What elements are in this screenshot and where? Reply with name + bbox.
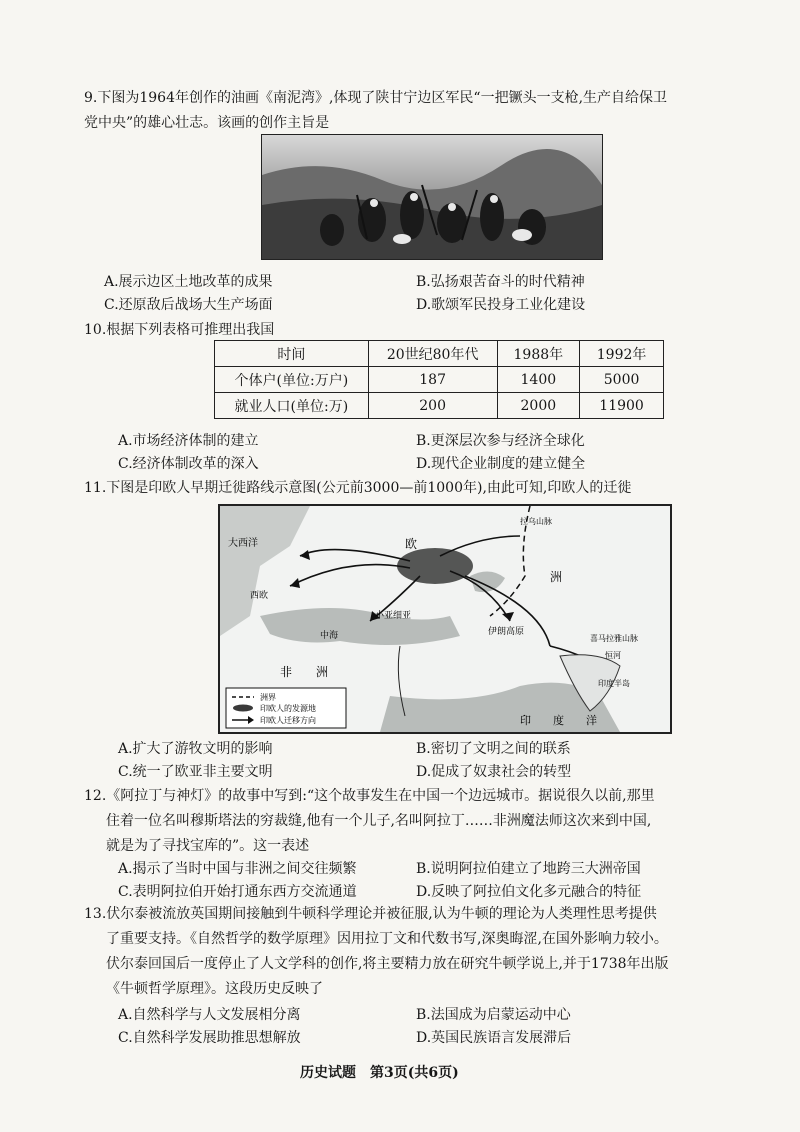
map-image (220, 506, 670, 732)
label-europe: 欧 (405, 537, 418, 551)
label-west: 西欧 (250, 591, 269, 601)
q9-stem-line1: 9.下图为1964年创作的油画《南泥湾》,体现了陕甘宁边区军民“一把镢头一支枪,生产自给保卫 (84, 90, 668, 106)
q13-stem (84, 902, 774, 1002)
q11-option-b: B.密切了文明之间的联系 (416, 741, 571, 757)
q10-option-d: D.现代企业制度的建立健全 (416, 456, 586, 472)
q12-option-a: A.揭示了当时中国与非洲之间交往频繁 (118, 861, 357, 877)
table-cell: 2000 (497, 393, 580, 419)
nanniwan-painting (261, 134, 603, 260)
q13-option-a: A.自然科学与人文发展相分离 (118, 1007, 301, 1023)
q13-option-b: B.法国成为启蒙运动中心 (416, 1007, 571, 1023)
q13-option-d: D.英国民族语言发展滞后 (416, 1030, 572, 1046)
page-footer: 历史试题 第3页(共6页) (300, 1065, 459, 1081)
q12-stem-line3: 就是为了寻找宝库的”。这一表述 (106, 838, 310, 854)
table-cell: 200 (368, 393, 497, 419)
q9-option-a: A.展示边区土地改革的成果 (104, 274, 273, 290)
q9-option-b: B.弘扬艰苦奋斗的时代精神 (416, 274, 585, 290)
label-asia: 洲 (550, 570, 563, 584)
q13-option-c: C.自然科学发展助推思想解放 (118, 1030, 301, 1046)
label-ganges: 恒河 (605, 651, 621, 660)
table-header: 时间 (215, 341, 369, 367)
label-africa: 非 洲 (280, 665, 329, 679)
table-cell: 5000 (580, 367, 664, 393)
q9-stem-line2: 党中央”的雄心壮志。该画的创作主旨是 (84, 115, 330, 131)
q10-table (214, 340, 664, 419)
table-header: 1988年 (497, 341, 580, 367)
label-india: 印度半岛 (598, 679, 630, 688)
q9-option-d: D.歌颂军民投身工业化建设 (416, 297, 586, 313)
q12-stem-line1: 12.《阿拉丁与神灯》的故事中写到:“这个故事发生在中国一个边远城市。据说很久以前,那里 (84, 788, 655, 804)
q13-stem-line3: 伏尔泰回国后一度停止了人文学科的创作,将主要精力放在研究牛顿学说上,并于1738年出版 (106, 956, 669, 972)
q9-option-c: C.还原敌后战场大生产场面 (104, 297, 273, 313)
label-himalaya: 喜马拉雅山脉 (590, 634, 638, 643)
label-med: 中海 (320, 631, 339, 641)
label-asia-minor: 小亚细亚 (375, 611, 412, 621)
table-header: 1992年 (580, 341, 664, 367)
q10-option-c: C.经济体制改革的深入 (118, 456, 259, 472)
q9-stem (84, 86, 774, 136)
label-atlantic: 大西洋 (228, 538, 258, 549)
legend-boundary: 洲界 (260, 693, 276, 702)
q10-option-b: B.更深层次参与经济全球化 (416, 433, 585, 449)
q12-stem-line2: 住着一位名叫穆斯塔法的穷裁缝,他有一个儿子,名叫阿拉丁……非洲魔法师这次来到中国, (106, 813, 652, 829)
label-iran: 伊朗高原 (488, 627, 525, 637)
q13-stem-line1: 13.伏尔泰被流放英国期间接触到牛顿科学理论并被征服,认为牛顿的理论为人类理性思考提供 (84, 906, 657, 922)
q10-option-a: A.市场经济体制的建立 (118, 433, 259, 449)
table-cell: 187 (368, 367, 497, 393)
painting-image (262, 135, 602, 259)
table-row (215, 393, 664, 419)
q12-option-b: B.说明阿拉伯建立了地跨三大洲帝国 (416, 861, 641, 877)
q11-stem: 11.下图是印欧人早期迁徙路线示意图(公元前3000—前1000年),由此可知,印欧人的迁徙 (84, 480, 632, 496)
q11-option-a: A.扩大了游牧文明的影响 (118, 741, 273, 757)
q12-stem (84, 784, 774, 859)
label-ural: 拉乌山脉 (520, 517, 552, 526)
q10-stem: 10.根据下列表格可推理出我国 (84, 322, 275, 338)
legend-origin: 印欧人的发源地 (260, 704, 316, 713)
q12-option-c: C.表明阿拉伯开始打通东西方交流通道 (118, 884, 357, 900)
label-indian-ocean: 印 度 洋 (520, 714, 597, 727)
q13-stem-line2: 了重要支持。《自然哲学的数学原理》因用拉丁文和代数书写,深奥晦涩,在国外影响力较小。 (106, 931, 668, 947)
table-row (215, 367, 664, 393)
table-cell: 1400 (497, 367, 580, 393)
indo-european-migration-map (218, 504, 672, 734)
legend-route: 印欧人迁移方向 (260, 716, 316, 725)
q11-option-c: C.统一了欧亚非主要文明 (118, 764, 273, 780)
table-cell: 就业人口(单位:万) (215, 393, 369, 419)
table-header: 20世纪80年代 (368, 341, 497, 367)
q12-option-d: D.反映了阿拉伯文化多元融合的特征 (416, 884, 642, 900)
q13-stem-line4: 《牛顿哲学原理》。这段历史反映了 (106, 981, 323, 997)
table-cell: 个体户(单位:万户) (215, 367, 369, 393)
table-cell: 11900 (580, 393, 664, 419)
table-header-row (215, 341, 664, 367)
q11-option-d: D.促成了奴隶社会的转型 (416, 764, 572, 780)
